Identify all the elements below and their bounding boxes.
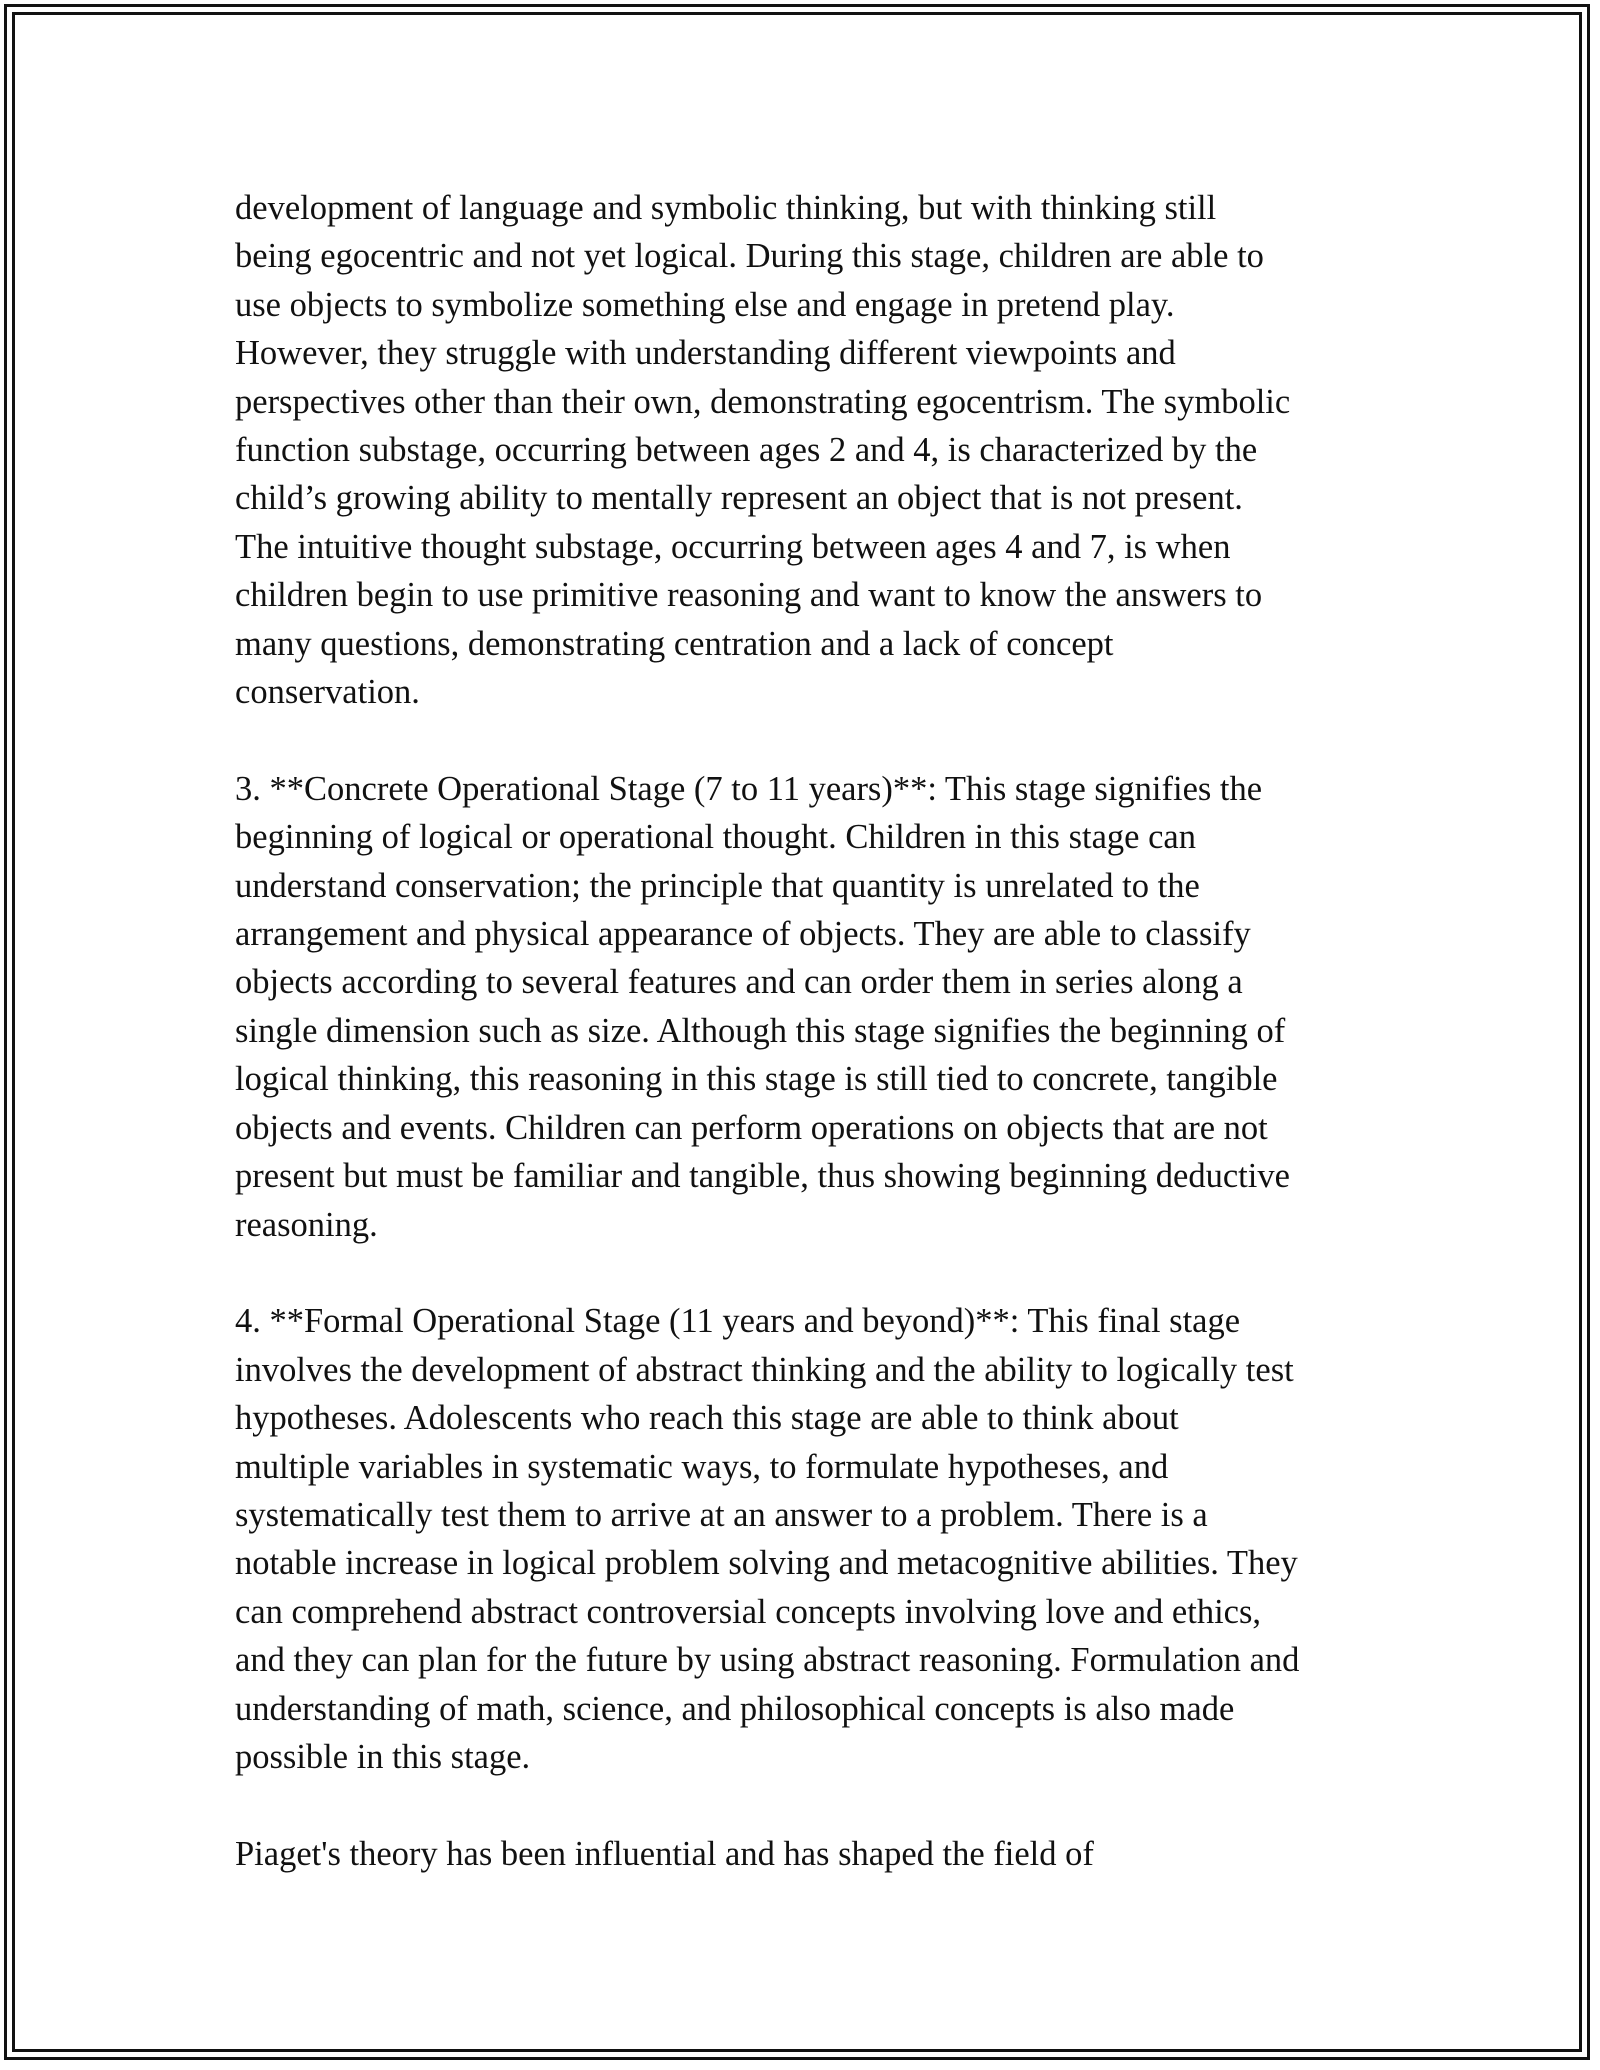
text-line: children begin to use primitive reasoning and want to know the answers to <box>235 576 1263 615</box>
document-body <box>235 184 1405 1878</box>
text-line: involves the development of abstract thinking and the ability to logically test <box>235 1350 1294 1389</box>
text-line: conservation. <box>235 673 420 712</box>
text-line: objects and events. Children can perform operations on objects that are not <box>235 1108 1268 1147</box>
text-line: understand conservation; the principle that quantity is unrelated to the <box>235 866 1200 905</box>
text-line: development of language and symbolic thinking, but with thinking still <box>235 189 1217 227</box>
text-line: can comprehend abstract controversial concepts involving love and ethics, <box>235 1592 1262 1631</box>
text-line: systematically test them to arrive at an answer to a problem. There is a <box>235 1495 1208 1534</box>
text-line: use objects to symbolize something else and engage in pretend play. <box>235 285 1175 324</box>
text-line: child’s growing ability to mentally represent an object that is not present. <box>235 479 1243 518</box>
text-line: and they can plan for the future by using abstract reasoning. Formulation and <box>235 1641 1300 1680</box>
text-line: multiple variables in systematic ways, to formulate hypotheses, and <box>235 1447 1169 1486</box>
text-line: possible in this stage. <box>235 1737 531 1776</box>
text-line: objects according to several features and can order them in series along a <box>235 963 1243 1002</box>
text-line: beginning of logical or operational thought. Children in this stage can <box>235 818 1196 857</box>
text-line: many questions, demonstrating centration and a lack of concept <box>235 624 1114 663</box>
text-line: notable increase in logical problem solving and metacognitive abilities. They <box>235 1544 1298 1583</box>
text-line: understanding of math, science, and philosophical concepts is also made <box>235 1689 1235 1728</box>
text-line: perspectives other than their own, demonstrating egocentrism. The symbolic <box>235 382 1291 421</box>
text-line: Piaget's theory has been influential and has shaped the field of <box>235 1834 1094 1873</box>
text-line: single dimension such as size. Although this stage signifies the beginning of <box>235 1011 1286 1050</box>
text-line: function substage, occurring between ages 2 and 4, is characterized by the <box>235 431 1258 470</box>
paragraph-gap <box>235 1781 1405 1829</box>
text-line: However, they struggle with understanding different viewpoints and <box>235 334 1176 373</box>
text-line: reasoning. <box>235 1205 378 1244</box>
text-line: logical thinking, this reasoning in this stage is still tied to concrete, tangible <box>235 1060 1278 1099</box>
text-line: The intuitive thought substage, occurring between ages 4 and 7, is when <box>235 527 1231 566</box>
text-line: being egocentric and not yet logical. During this stage, children are able to <box>235 237 1264 276</box>
paragraph-gap <box>235 716 1405 764</box>
text-line: present but must be familiar and tangible, thus showing beginning deductive <box>235 1157 1290 1196</box>
text-line: arrangement and physical appearance of objects. They are able to classify <box>235 915 1251 954</box>
text-line: 4. **Formal Operational Stage (11 years and beyond)**: This final stage <box>235 1302 1241 1341</box>
text-line: hypotheses. Adolescents who reach this stage are able to think about <box>235 1399 1179 1438</box>
text-line: 3. **Concrete Operational Stage (7 to 11 years)**: This stage signifies the <box>235 769 1263 808</box>
paragraph-gap <box>235 1249 1405 1297</box>
